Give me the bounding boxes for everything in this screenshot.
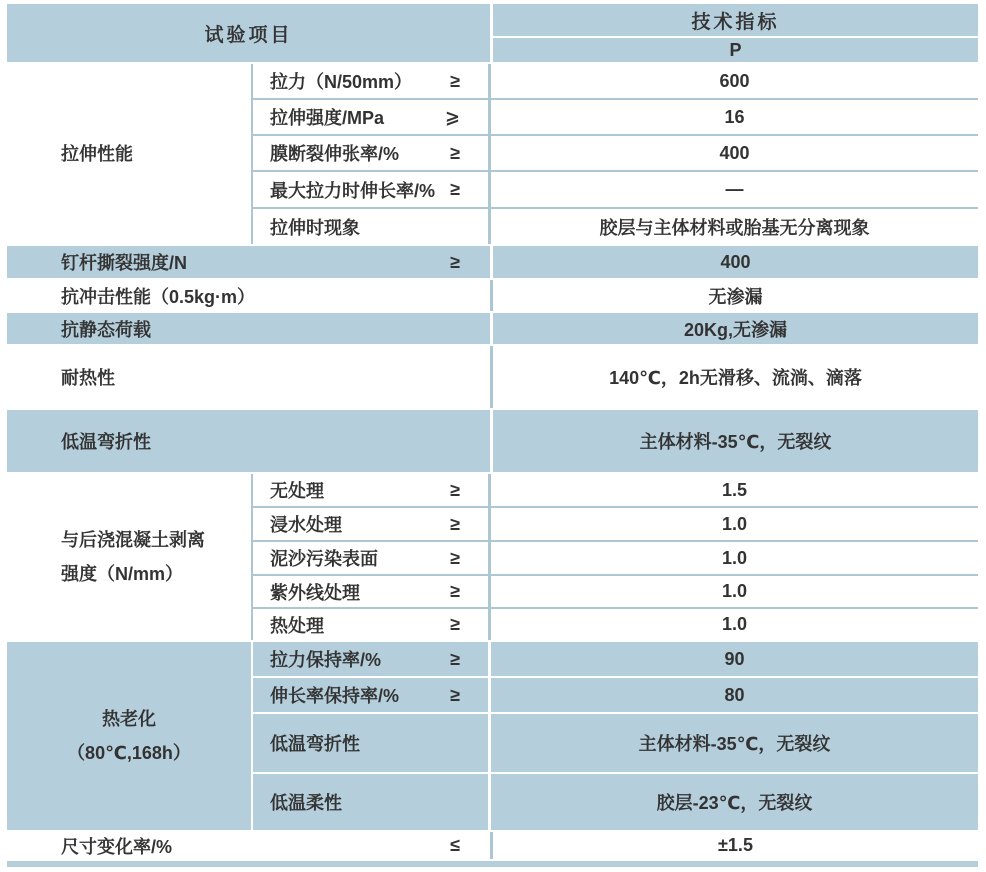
row-label: [7, 410, 490, 472]
table-row: [253, 98, 978, 134]
row-label: [253, 609, 488, 640]
row-label-text: 低温弯折性: [270, 734, 360, 754]
row-op: ≥: [450, 648, 460, 669]
row-impact: [7, 280, 978, 311]
table-row: [253, 170, 978, 207]
table-bottom-border: [7, 861, 978, 867]
row-static-load: [7, 313, 978, 344]
row-label: [253, 172, 488, 207]
row-label-text: 低温柔性: [270, 793, 342, 813]
row-op: ≥: [450, 684, 460, 705]
row-label-text: 抗冲击性能（0.5kg·m）: [61, 286, 256, 307]
row-label-text: 膜断裂伸张率/%: [270, 144, 400, 164]
row-value: 16: [488, 100, 978, 134]
row-value: 1.0: [488, 576, 978, 607]
row-label-text: 伸长率保持率/%: [270, 686, 400, 706]
row-op: ≥: [450, 614, 460, 634]
row-label-text: 拉力（N/50mm）: [270, 72, 413, 92]
row-value: 胶层与主体材料或胎基无分离现象: [488, 209, 978, 244]
row-label-text: 低温弯折性: [61, 432, 151, 452]
row-label-text: 浸水处理: [270, 515, 342, 535]
section-tensile: [7, 64, 978, 244]
row-op: ⩾: [444, 106, 460, 127]
row-label: [7, 280, 490, 311]
row-value: 20Kg,无渗漏: [490, 313, 978, 344]
row-label-text: 泥沙污染表面: [270, 549, 378, 569]
row-value: 400: [488, 136, 978, 170]
row-op: ≥: [450, 179, 460, 199]
group-label-line2: （80℃,168h）: [67, 743, 191, 763]
table-row: [253, 540, 978, 574]
row-value: 140℃，2h无滑移、流淌、滴落: [490, 346, 978, 408]
row-label: [253, 136, 488, 170]
group-label-heat-aging: [7, 642, 253, 830]
table-row: [253, 712, 978, 772]
row-value: 600: [488, 64, 978, 98]
row-value: 胶层-23℃，无裂纹: [488, 774, 978, 830]
table-row: [253, 676, 978, 712]
row-label: [253, 714, 488, 772]
group-label-line2: 强度（N/mm）: [61, 564, 184, 584]
row-nail-tear: [7, 246, 978, 278]
heat-aging-rows: [253, 642, 978, 830]
header-tech-index-group: [493, 4, 978, 62]
table-row: [253, 574, 978, 607]
group-label-line1: 与后浇混凝土剥离: [61, 530, 205, 550]
row-label: [253, 209, 488, 244]
row-value: 1.0: [488, 508, 978, 540]
group-label-tensile: [7, 64, 253, 244]
row-op: ≤: [450, 835, 460, 855]
row-label: [253, 64, 488, 98]
row-label-text: 耐热性: [61, 368, 115, 388]
section-heat-aging: [7, 642, 978, 830]
table-row: [253, 506, 978, 540]
row-dimension-change: [7, 832, 978, 859]
row-label: [253, 774, 488, 830]
row-label: [7, 832, 490, 859]
row-label: [253, 678, 488, 712]
row-label: [253, 542, 488, 574]
row-label-text: 拉力保持率/%: [270, 650, 382, 670]
table-row: [253, 607, 978, 640]
row-label-text: 拉伸时现象: [270, 217, 360, 238]
row-label-text: 紫外线处理: [270, 582, 360, 603]
table-row: [253, 134, 978, 170]
row-op: ≥: [450, 547, 460, 568]
row-low-temp-bend: [7, 410, 978, 472]
row-label: [7, 246, 490, 278]
row-label: [253, 474, 488, 506]
row-value: 1.0: [488, 542, 978, 574]
group-label-line1: 热老化: [102, 709, 156, 729]
row-op: ≥: [450, 479, 460, 500]
row-label-text: 最大拉力时伸长率/%: [270, 180, 436, 201]
row-value: ±1.5: [490, 832, 978, 859]
row-value: 400: [490, 246, 978, 278]
table-row: [253, 642, 978, 676]
section-peel-strength: [7, 474, 978, 640]
row-value: 1.5: [488, 474, 978, 506]
row-label-text: 钉杆撕裂强度/N: [61, 253, 187, 273]
header-grade-p: P: [729, 39, 742, 60]
row-label: [7, 346, 490, 408]
table-header: [7, 4, 978, 62]
peel-rows: [253, 474, 978, 640]
row-value: —: [488, 172, 978, 207]
table-row: [253, 207, 978, 244]
row-op: ≥: [450, 142, 460, 163]
row-label: [253, 642, 488, 676]
row-label: [253, 576, 488, 607]
header-test-items: 试验项目: [7, 4, 490, 62]
row-label-text: 热处理: [270, 615, 324, 636]
row-heat-resistance: [7, 346, 978, 408]
row-value: 80: [488, 678, 978, 712]
row-label-text: 尺寸变化率/%: [61, 836, 173, 857]
row-label-text: 无处理: [270, 481, 324, 501]
row-op: ≥: [450, 251, 460, 272]
row-value: 无渗漏: [490, 280, 978, 311]
row-label: [253, 508, 488, 540]
group-label-peel: [7, 474, 253, 640]
tensile-rows: [253, 64, 978, 244]
row-label-text: 拉伸强度/MPa: [270, 108, 385, 128]
row-label: [7, 313, 490, 344]
row-value: 90: [488, 642, 978, 676]
row-label-text: 抗静态荷载: [61, 319, 151, 340]
row-value: 1.0: [488, 609, 978, 640]
table-row: [253, 64, 978, 98]
row-label: [253, 100, 488, 134]
header-tech-index: 技术指标: [493, 4, 978, 38]
spec-table: [7, 4, 978, 867]
row-value: 主体材料-35℃，无裂纹: [488, 714, 978, 772]
table-row: [253, 772, 978, 830]
group-label-text: 拉伸性能: [61, 144, 133, 164]
row-op: ≥: [450, 581, 460, 601]
row-op: ≥: [450, 513, 460, 534]
table-row: [253, 474, 978, 506]
row-op: ≥: [450, 70, 460, 91]
row-value: 主体材料-35℃，无裂纹: [490, 410, 978, 472]
